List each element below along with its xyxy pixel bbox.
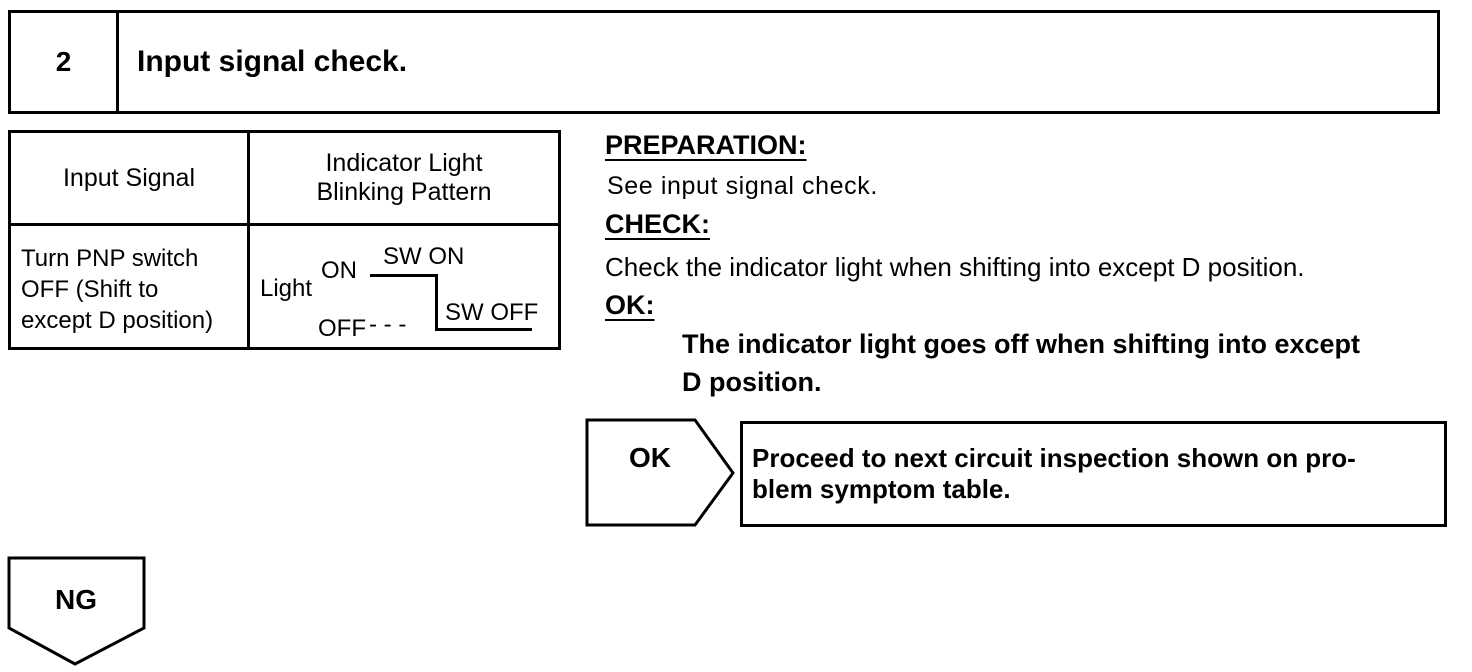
row-input-line2: OFF (Shift to [21,276,159,303]
row-input-line1: Turn PNP switch [21,245,199,272]
step-title: Input signal check. [137,45,408,78]
diagram-on-label: ON [321,257,357,284]
header-pattern-line1: Indicator Light [325,149,483,177]
row-input-signal [21,243,245,336]
header-input-signal: Input Signal [62,163,196,192]
ok-criteria [682,325,1360,401]
diagram-off-dashes: - - - [369,311,407,338]
signal-table [8,130,561,350]
diagram-sw-on-label: SW ON [383,243,465,270]
check-text: Check the indicator light when shifting into except D position. [605,252,1305,282]
table-divider-horizontal [11,223,558,226]
check-label: CHECK: [605,209,710,239]
ok-action-line2: blem symptom table. [752,474,1011,504]
row-input-line3: except D position) [21,307,214,334]
header-blinking-pattern [250,133,558,223]
preparation-text: See input signal check. [607,172,878,200]
ok-criteria-line1: The indicator light goes off when shifting into except [682,329,1361,359]
ok-action-box [740,421,1447,527]
ok-label: OK: [605,290,655,320]
ok-action-line1: Proceed to next circuit inspection shown on pro- [752,443,1356,473]
diagram-on-line [370,274,438,277]
diagram-transition-line [435,274,438,331]
diagram-light-label: Light [260,275,313,302]
ng-arrow-label: NG [55,584,97,615]
preparation-label: PREPARATION: [605,130,807,160]
diagram-off-label: OFF [318,315,366,342]
diagram-sw-off-label: SW OFF [445,299,539,326]
step-header [8,10,1440,114]
diagram-off-line [435,328,532,331]
ok-criteria-line2: D position. [682,367,822,397]
step-number: 2 [11,13,119,111]
ok-arrow-label: OK [629,442,671,473]
header-pattern-line2: Blinking Pattern [316,178,492,206]
